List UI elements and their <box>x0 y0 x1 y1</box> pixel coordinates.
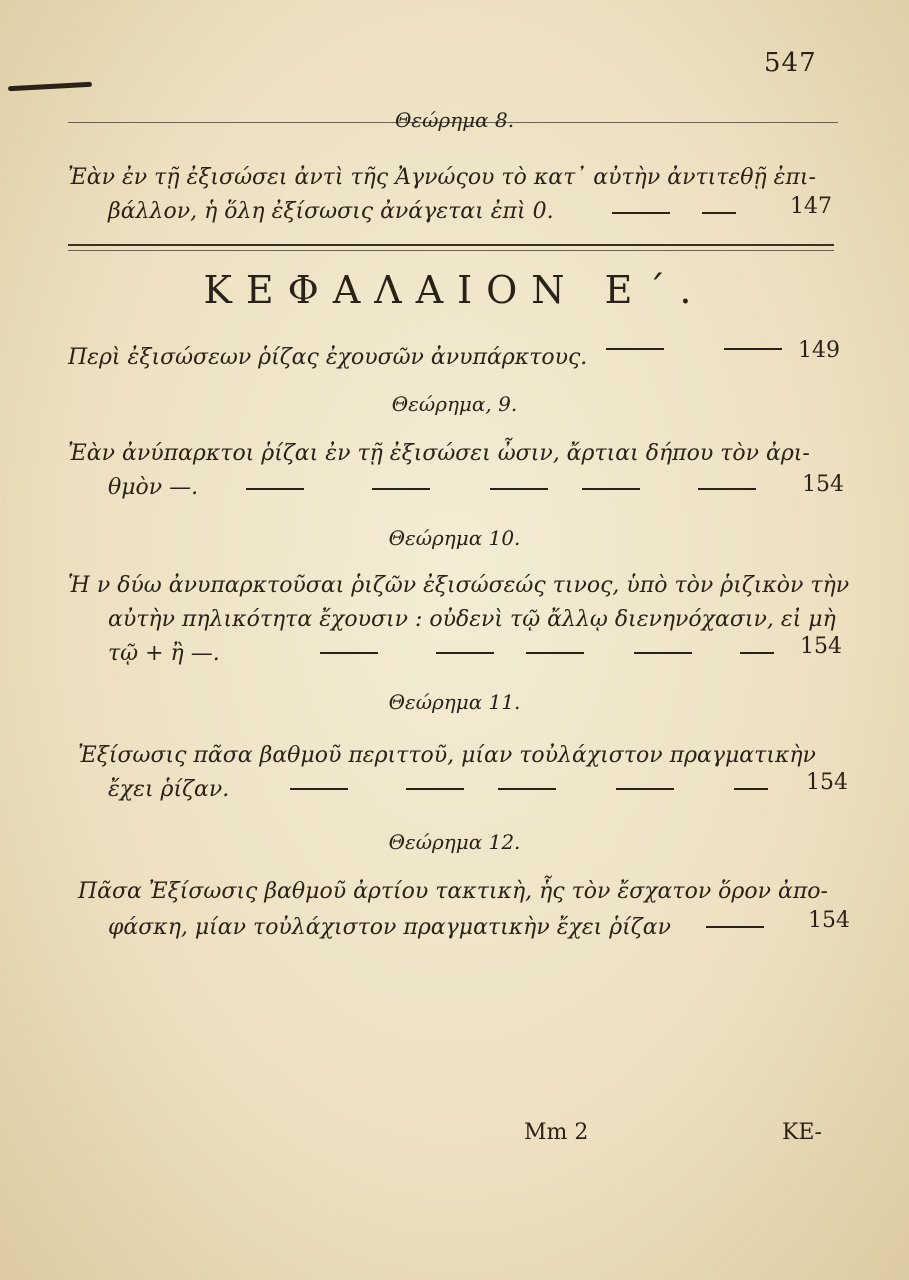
leader-dash <box>606 348 664 350</box>
leader-dash <box>702 212 736 214</box>
entry-3-line-1: Ἐὰν ἀνύπαρκτοι ῥίζαι ἐν τῇ ἐξισώσει ὦσιν, ἄρτιαι δήπου τὸν ἀρι- <box>68 441 810 466</box>
leader-dash <box>490 488 548 490</box>
leader-dash <box>734 788 768 790</box>
catchword: ΚΕ- <box>782 1120 822 1145</box>
entry-5-page: 154 <box>806 770 848 795</box>
leader-dash <box>406 788 464 790</box>
entry-1-line-1: Ἐὰν ἐν τῇ ἐξισώσει ἀντὶ τῆς Ἀγνώςου τὸ κατ᾽ αὐτὴν ἀντιτεθῇ ἐπι- <box>68 165 816 190</box>
chapter-title: ΚΕΦΑΛΑΙΟΝ Ε΄. <box>203 268 706 312</box>
entry-1-page: 147 <box>790 194 832 219</box>
entry-6-page: 154 <box>808 908 850 933</box>
entry-2-line-1: Περὶ ἐξισώσεων ῥίζας ἐχουσῶν ἀνυπάρκτους. <box>68 345 588 370</box>
chapter-rule-thin <box>68 250 834 251</box>
leader-dash <box>320 652 378 654</box>
signature-mark: Mm 2 <box>524 1120 589 1145</box>
leader-dash <box>706 926 764 928</box>
leader-dash <box>290 788 348 790</box>
leader-dash <box>616 788 674 790</box>
chapter-rule <box>68 244 834 246</box>
ink-stroke <box>8 82 92 91</box>
leader-dash <box>698 488 756 490</box>
entry-5-line-2: ἔχει ῥίζαν. <box>108 777 230 802</box>
theorem-8-heading: Θεώρημα 8. <box>394 108 515 132</box>
theorem-9-heading: Θεώρημα, 9. <box>391 392 518 416</box>
leader-dash <box>372 488 430 490</box>
leader-dash <box>436 652 494 654</box>
leader-dash <box>724 348 782 350</box>
entry-4-line-3: τῷ + ἢ —. <box>108 641 220 666</box>
leader-dash <box>740 652 774 654</box>
entry-6-line-2: φάσκη, μίαν τοὐλάχιστον πραγματικὴν ἔχει ῥίζαν <box>108 915 671 940</box>
entry-1-line-2: βάλλον, ἡ ὅλη ἐξίσωσις ἀνάγεται ἐπὶ 0. <box>108 199 554 224</box>
leader-dash <box>526 652 584 654</box>
entry-2-page: 149 <box>798 338 840 363</box>
leader-dash <box>582 488 640 490</box>
leader-dash <box>634 652 692 654</box>
leader-dash <box>246 488 304 490</box>
entry-5-line-1: Ἐξίσωσις πᾶσα βαθμοῦ περιττοῦ, μίαν τοὐλάχιστον πραγματικὴν <box>78 743 816 768</box>
page-number: 547 <box>764 48 817 78</box>
entry-3-page: 154 <box>802 472 844 497</box>
theorem-10-heading: Θεώρημα 10. <box>388 526 521 550</box>
theorem-11-heading: Θεώρημα 11. <box>388 690 521 714</box>
entry-3-line-2: θμὸν —. <box>108 475 199 500</box>
theorem-12-heading: Θεώρημα 12. <box>388 830 521 854</box>
leader-dash <box>612 212 670 214</box>
entry-4-line-2: αὐτὴν πηλικότητα ἔχουσιν : οὐδενὶ τῷ ἄλλῳ διενηνόχασιν, εἰ μὴ <box>108 607 836 632</box>
leader-dash <box>498 788 556 790</box>
entry-6-line-1: Πᾶσα Ἐξίσωσις βαθμοῦ ἀρτίου τακτικὴ, ἧς τὸν ἔσχατον ὅρον ἀπο- <box>78 879 828 904</box>
entry-4-page: 154 <box>800 634 842 659</box>
entry-4-line-1: Ἡ ν δύω ἀνυπαρκτοῦσαι ῥιζῶν ἐξισώσεώς τινος, ὑπὸ τὸν ῥιζικὸν τὴν <box>68 573 850 598</box>
